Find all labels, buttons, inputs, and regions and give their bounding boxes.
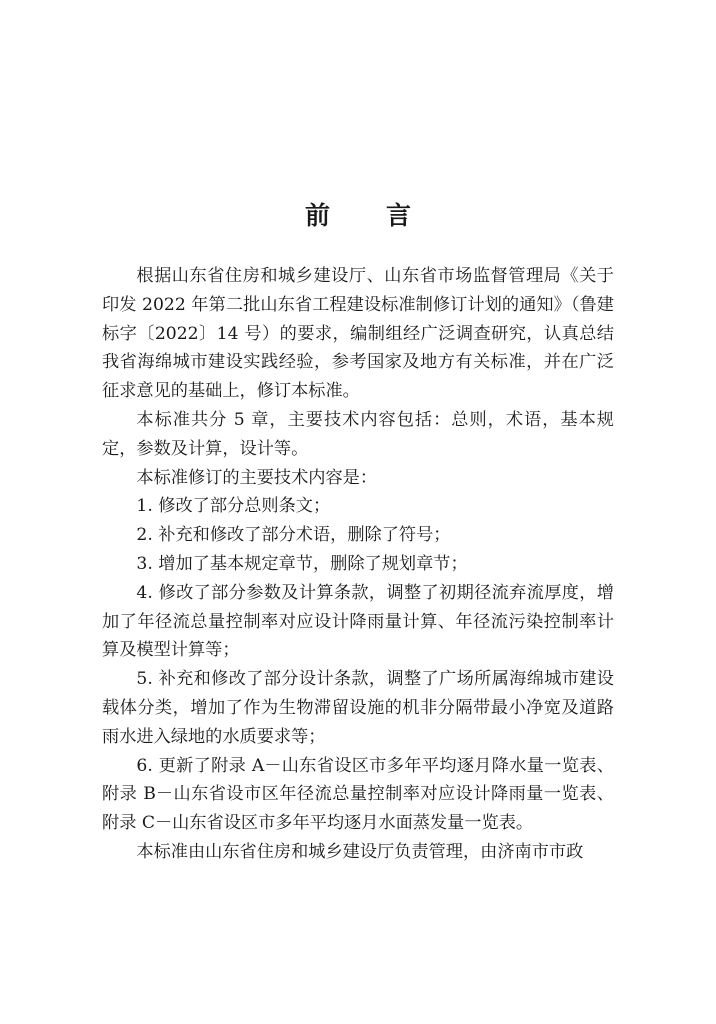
list-item: 1. 修改了部分总则条文； (136, 496, 331, 517)
page-title (0, 196, 716, 232)
list-item: 4. 修改了部分参数及计算条款，调整了初期径流弃流厚度，增加了年径流总量控制率对应设计降雨量计算、年径流污染控制率计算及模型计算等； (102, 582, 614, 661)
paragraph-intro: 根据山东省住房和城乡建设厅、山东省市场监督管理局《关于印发 2022 年第二批山东省工程建设标准制修订计划的通知》（鲁建标字〔2022〕14 号）的要求，编制组经广泛调查研究，认真总结我省海绵城市建设实践经验，参考国家及地方有关标准，并在广泛征求意见的基础上，修订本标准。 (102, 266, 614, 402)
list-item: 3. 增加了基本规定章节，删除了规划章节； (136, 553, 468, 574)
list-item: 2. 补充和修改了部分术语，删除了符号； (136, 525, 451, 546)
paragraph-management: 本标准由山东省住房和城乡建设厅负责管理，由济南市市政 (136, 841, 584, 862)
paragraph-revision-lead: 本标准修订的主要技术内容是： (136, 467, 378, 488)
paragraph-chapters: 本标准共分 5 章，主要技术内容包括：总则，术语，基本规定，参数及计算，设计等。 (102, 409, 614, 459)
preface-body (102, 262, 614, 867)
list-item: 5. 补充和修改了部分设计条款，调整了广场所属海绵城市建设载体分类，增加了作为生物滞留设施的机非分隔带最小净宽及道路雨水进入绿地的水质要求等； (102, 669, 614, 747)
title-char-1: 前 (304, 201, 330, 230)
list-item: 6. 更新了附录 A－山东省设区市多年平均逐月降水量一览表、附录 B－山东省设市区年径流总量控制率对应设计降雨量一览表、附录 C－山东省设区市多年平均逐月水面蒸发量一览表。 (102, 755, 614, 834)
title-char-2: 言 (386, 201, 412, 230)
